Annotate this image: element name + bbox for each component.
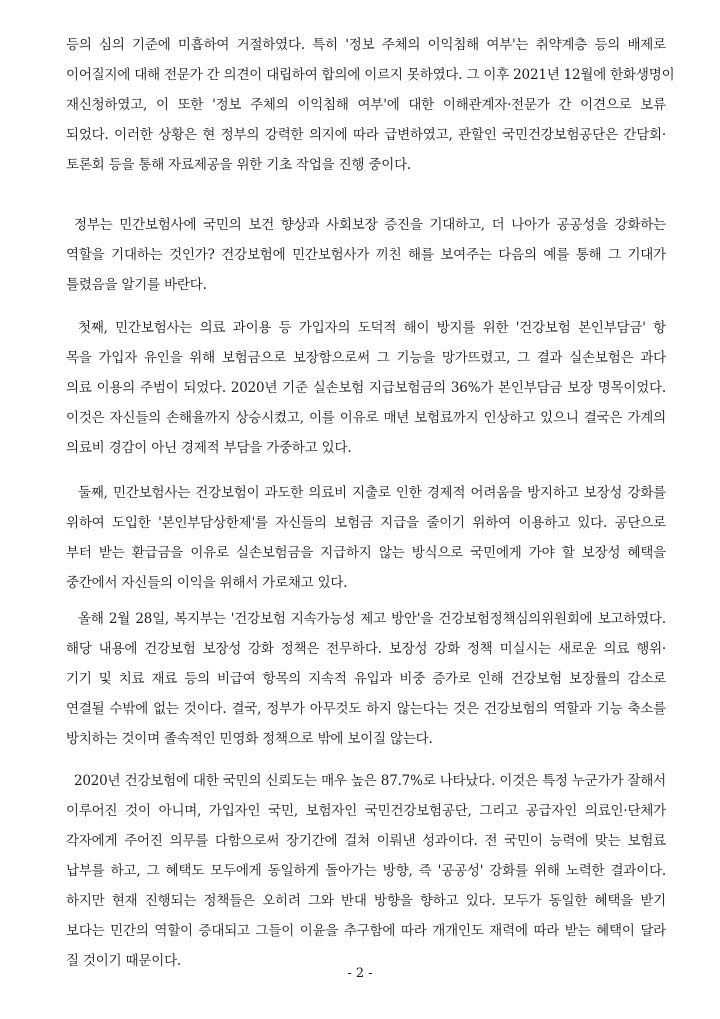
- text-line: 질 것이기 때문이다.: [66, 953, 182, 969]
- text-line: 방치하는 것이며 졸속적인 민영화 정책으로 밖에 보이질 않는다.: [66, 731, 433, 747]
- text-line: 첫째, 민간보험사는 의료 과이용 등 가입자의 도덕적 해이 방지를 위한 '건강보험 본인부담금' 항: [78, 320, 666, 336]
- text-line: 토론회 등을 통해 자료제공을 위한 기초 작업을 진행 중이다.: [66, 157, 412, 173]
- text-line: 보다는 민간의 역할이 증대되고 그들이 이윤을 추구함에 따라 개개인도 재력에 따라 받는 혜택이 달라: [66, 923, 666, 939]
- paragraph-data-provision-status: [66, 30, 675, 180]
- text-line: 2020년 건강보험에 대한 국민의 신뢰도는 매우 높은 87.7%로 나타났다. 이것은 특정 누군가가 잘해서: [74, 773, 666, 789]
- text-line: 의료 이용의 주범이 되었다. 2020년 기준 실손보험 지급보험금의 36%가 본인부담금 보장 명목이었다.: [66, 380, 666, 396]
- page-number: - 2 -: [347, 966, 373, 981]
- text-line: 되었다. 이러한 상황은 현 정부의 강력한 의지에 따라 급변하였고, 관할인 국민건강보험공단은 간담회·: [66, 127, 666, 143]
- text-line: 목을 가입자 유인을 위해 보험금으로 보장함으로써 그 기능을 망가뜨렸고, 그 결과 실손보험은 과다: [66, 350, 666, 366]
- paragraph-public-trust: [66, 766, 666, 976]
- text-line: 연결될 수밖에 없는 것이다. 결국, 정부가 아무것도 하지 않는다는 것은 건강보험의 역할과 기능 축소를: [66, 701, 666, 717]
- text-line: 중간에서 자신들의 이익을 위해서 가로채고 있다.: [66, 575, 348, 591]
- text-line: 이루어진 것이 아니며, 가입자인 국민, 보험자인 국민건강보험공단, 그리고 공급자인 의료인·단체가: [66, 803, 666, 819]
- paragraph-government-expectation: [66, 210, 666, 300]
- text-line: 등의 심의 기준에 미흡하여 거절하였다. 특히 '정보 주체의 이익침해 여부'는 취약계층 등의 배제로: [66, 37, 666, 53]
- text-line: 틀렸음을 알기를 바란다.: [66, 277, 207, 293]
- text-line: 올해 2월 28일, 복지부는 '건강보험 지속가능성 제고 방안'을 건강보험정책심의위원회에 보고하였다.: [78, 611, 666, 627]
- text-line: 이어질지에 대해 전문가 간 의견이 대립하여 합의에 이르지 못하였다. 그 이후 2021년 12월에 한화생명이: [66, 67, 675, 83]
- text-line: 각자에게 주어진 의무를 다함으로써 장기간에 걸쳐 이뤄낸 성과이다. 전 국민이 능력에 맞는 보험료: [66, 833, 666, 849]
- text-line: 부터 받는 환급금을 이유로 실손보험금을 지급하지 않는 방식으로 국민에게 가야 할 보장성 혜택을: [66, 545, 666, 561]
- text-line: 정부는 민간보험사에 국민의 보건 향상과 사회보장 증진을 기대하고, 더 나아가 공공성을 강화하는: [74, 217, 666, 233]
- paragraph-first-point: [66, 313, 666, 463]
- text-line: 역할을 기대하는 것인가? 건강보험에 민간보험사가 끼친 해를 보여주는 다음의 예를 통해 그 기대가: [66, 247, 666, 263]
- paragraph-ministry-report: [66, 604, 666, 754]
- text-line: 해당 내용에 건강보험 보장성 강화 정책은 전무하다. 보장성 강화 정책 미실시는 새로운 의료 행위·: [66, 641, 666, 657]
- text-line: 의료비 경감이 아닌 경제적 부담을 가중하고 있다.: [66, 440, 352, 456]
- text-line: 이것은 자신들의 손해율까지 상승시켰고, 이를 이유로 매년 보험료까지 인상하고 있으니 결국은 가계의: [66, 410, 666, 426]
- text-line: 위하여 도입한 '본인부담상한제'를 자신들의 보험금 지급을 줄이기 위하여 이용하고 있다. 공단으로: [66, 515, 666, 531]
- text-line: 납부를 하고, 그 혜택도 모두에게 동일하게 돌아가는 방향, 즉 '공공성' 강화를 위해 노력한 결과이다.: [66, 863, 666, 879]
- text-line: 기기 및 치료 재료 등의 비급여 항목의 지속적 유입과 비중 증가로 인해 건강보험 보장률의 감소로: [66, 671, 666, 687]
- paragraph-second-point: [66, 478, 666, 598]
- text-line: 재신청하였고, 이 또한 '정보 주체의 이익침해 여부'에 대한 이해관계자·전문가 간 이견으로 보류: [66, 97, 666, 113]
- text-line: 둘째, 민간보험사는 건강보험이 과도한 의료비 지출로 인한 경제적 어려움을 방지하고 보장성 강화를: [78, 485, 666, 501]
- text-line: 하지만 현재 진행되는 정책들은 오히려 그와 반대 방향을 향하고 있다. 모두가 동일한 혜택을 받기: [66, 893, 666, 909]
